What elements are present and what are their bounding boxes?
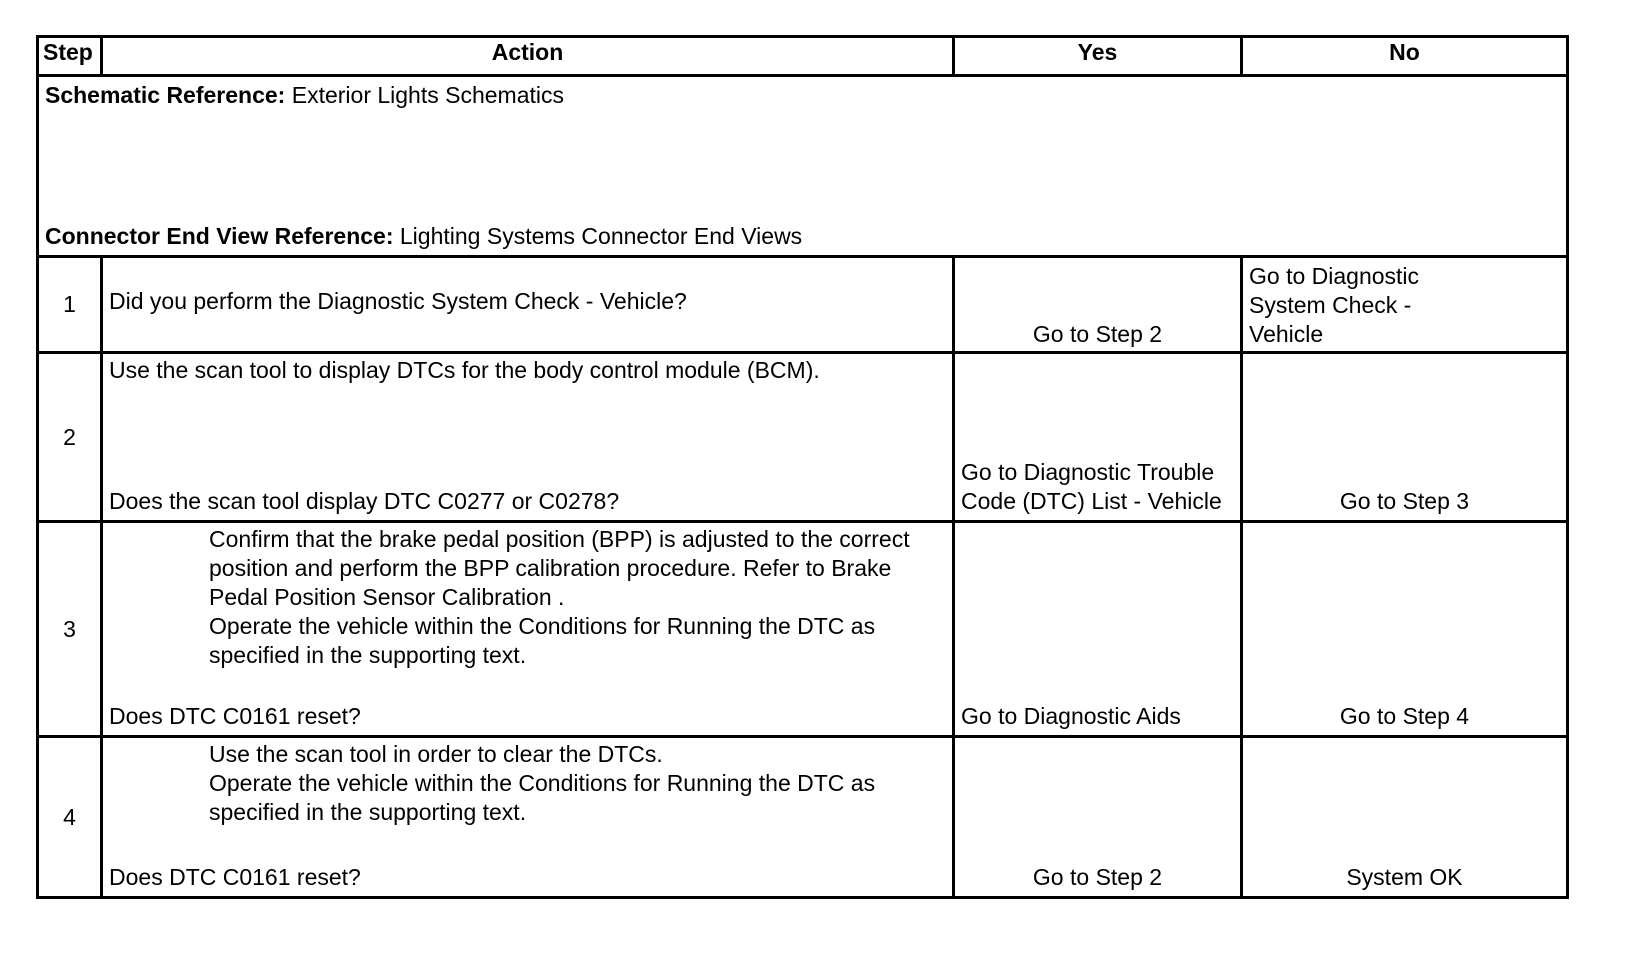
no-result-line: System Check -: [1249, 292, 1412, 318]
step-number: 3: [38, 522, 102, 737]
action-line: specified in the supporting text.: [209, 642, 527, 668]
table-row: [38, 522, 1568, 737]
reference-row: [38, 76, 1568, 257]
action-instructions: [109, 740, 946, 827]
header-action: Action: [102, 37, 954, 76]
yes-result-link[interactable]: Go to Step 2: [1032, 864, 1163, 890]
action-question: Did you perform the Diagnostic System Check - Vehicle?: [109, 288, 687, 314]
no-result-text: System OK: [1346, 864, 1463, 890]
table-row: [38, 257, 1568, 353]
step-number: 4: [38, 737, 102, 898]
yes-result-link[interactable]: [961, 458, 1234, 516]
yes-cell: [954, 522, 1242, 737]
action-cell: [102, 257, 954, 353]
diagnostic-document: [36, 35, 1566, 899]
connector-reference-link[interactable]: Lighting Systems Connector End Views: [399, 223, 803, 249]
no-result-line: Go to Diagnostic: [1249, 263, 1420, 289]
action-line: specified in the supporting text.: [209, 799, 527, 825]
diagnostic-table: [36, 35, 1569, 899]
header-step: Step: [38, 37, 102, 76]
reference-cell: [38, 76, 1568, 257]
action-line: Operate the vehicle within the Conditions for Running the DTC as: [209, 770, 876, 796]
schematic-reference-label: Schematic Reference:: [45, 82, 286, 108]
schematic-reference: [45, 81, 564, 110]
step-number: 2: [38, 353, 102, 522]
connector-reference-label: Connector End View Reference:: [45, 223, 394, 249]
no-result-link[interactable]: Go to Step 3: [1339, 488, 1470, 514]
action-question: Does DTC C0161 reset?: [109, 864, 361, 890]
action-cell: [102, 353, 954, 522]
yes-result-line: Go to Diagnostic Trouble: [961, 459, 1215, 485]
action-line[interactable]: Pedal Position Sensor Calibration .: [209, 584, 565, 610]
connector-reference: [45, 222, 802, 251]
yes-result-line: Code (DTC) List - Vehicle: [961, 488, 1222, 514]
action-question: Does the scan tool display DTC C0277 or C0278?: [109, 488, 620, 514]
action-line: position and perform the BPP calibration procedure. Refer to Brake: [209, 555, 892, 581]
action-question: Does DTC C0161 reset?: [109, 703, 361, 729]
schematic-reference-link[interactable]: Exterior Lights Schematics: [291, 82, 565, 108]
table-header-row: [38, 37, 1568, 76]
action-line: Confirm that the brake pedal position (BPP) is adjusted to the correct: [209, 526, 910, 552]
action-cell: [102, 522, 954, 737]
yes-cell: [954, 353, 1242, 522]
no-result-link[interactable]: [1249, 262, 1560, 349]
yes-result-link[interactable]: Go to Step 2: [1032, 321, 1163, 347]
no-cell: [1242, 257, 1568, 353]
no-result-line: Vehicle: [1249, 321, 1324, 347]
header-yes: Yes: [954, 37, 1242, 76]
yes-result-link[interactable]: Go to Diagnostic Aids: [961, 703, 1181, 729]
step-number: 1: [38, 257, 102, 353]
action-instructions: [109, 525, 946, 670]
yes-cell: [954, 257, 1242, 353]
action-line: Operate the vehicle within the Conditions for Running the DTC as: [209, 613, 876, 639]
header-no: No: [1242, 37, 1568, 76]
no-cell: [1242, 353, 1568, 522]
action-instruction: Use the scan tool to display DTCs for the body control module (BCM).: [109, 357, 820, 383]
action-line: Use the scan tool in order to clear the DTCs.: [209, 741, 663, 767]
no-result-link[interactable]: Go to Step 4: [1339, 703, 1470, 729]
action-cell: [102, 737, 954, 898]
table-row: [38, 737, 1568, 898]
yes-cell: [954, 737, 1242, 898]
no-cell: [1242, 522, 1568, 737]
no-cell: [1242, 737, 1568, 898]
table-row: [38, 353, 1568, 522]
